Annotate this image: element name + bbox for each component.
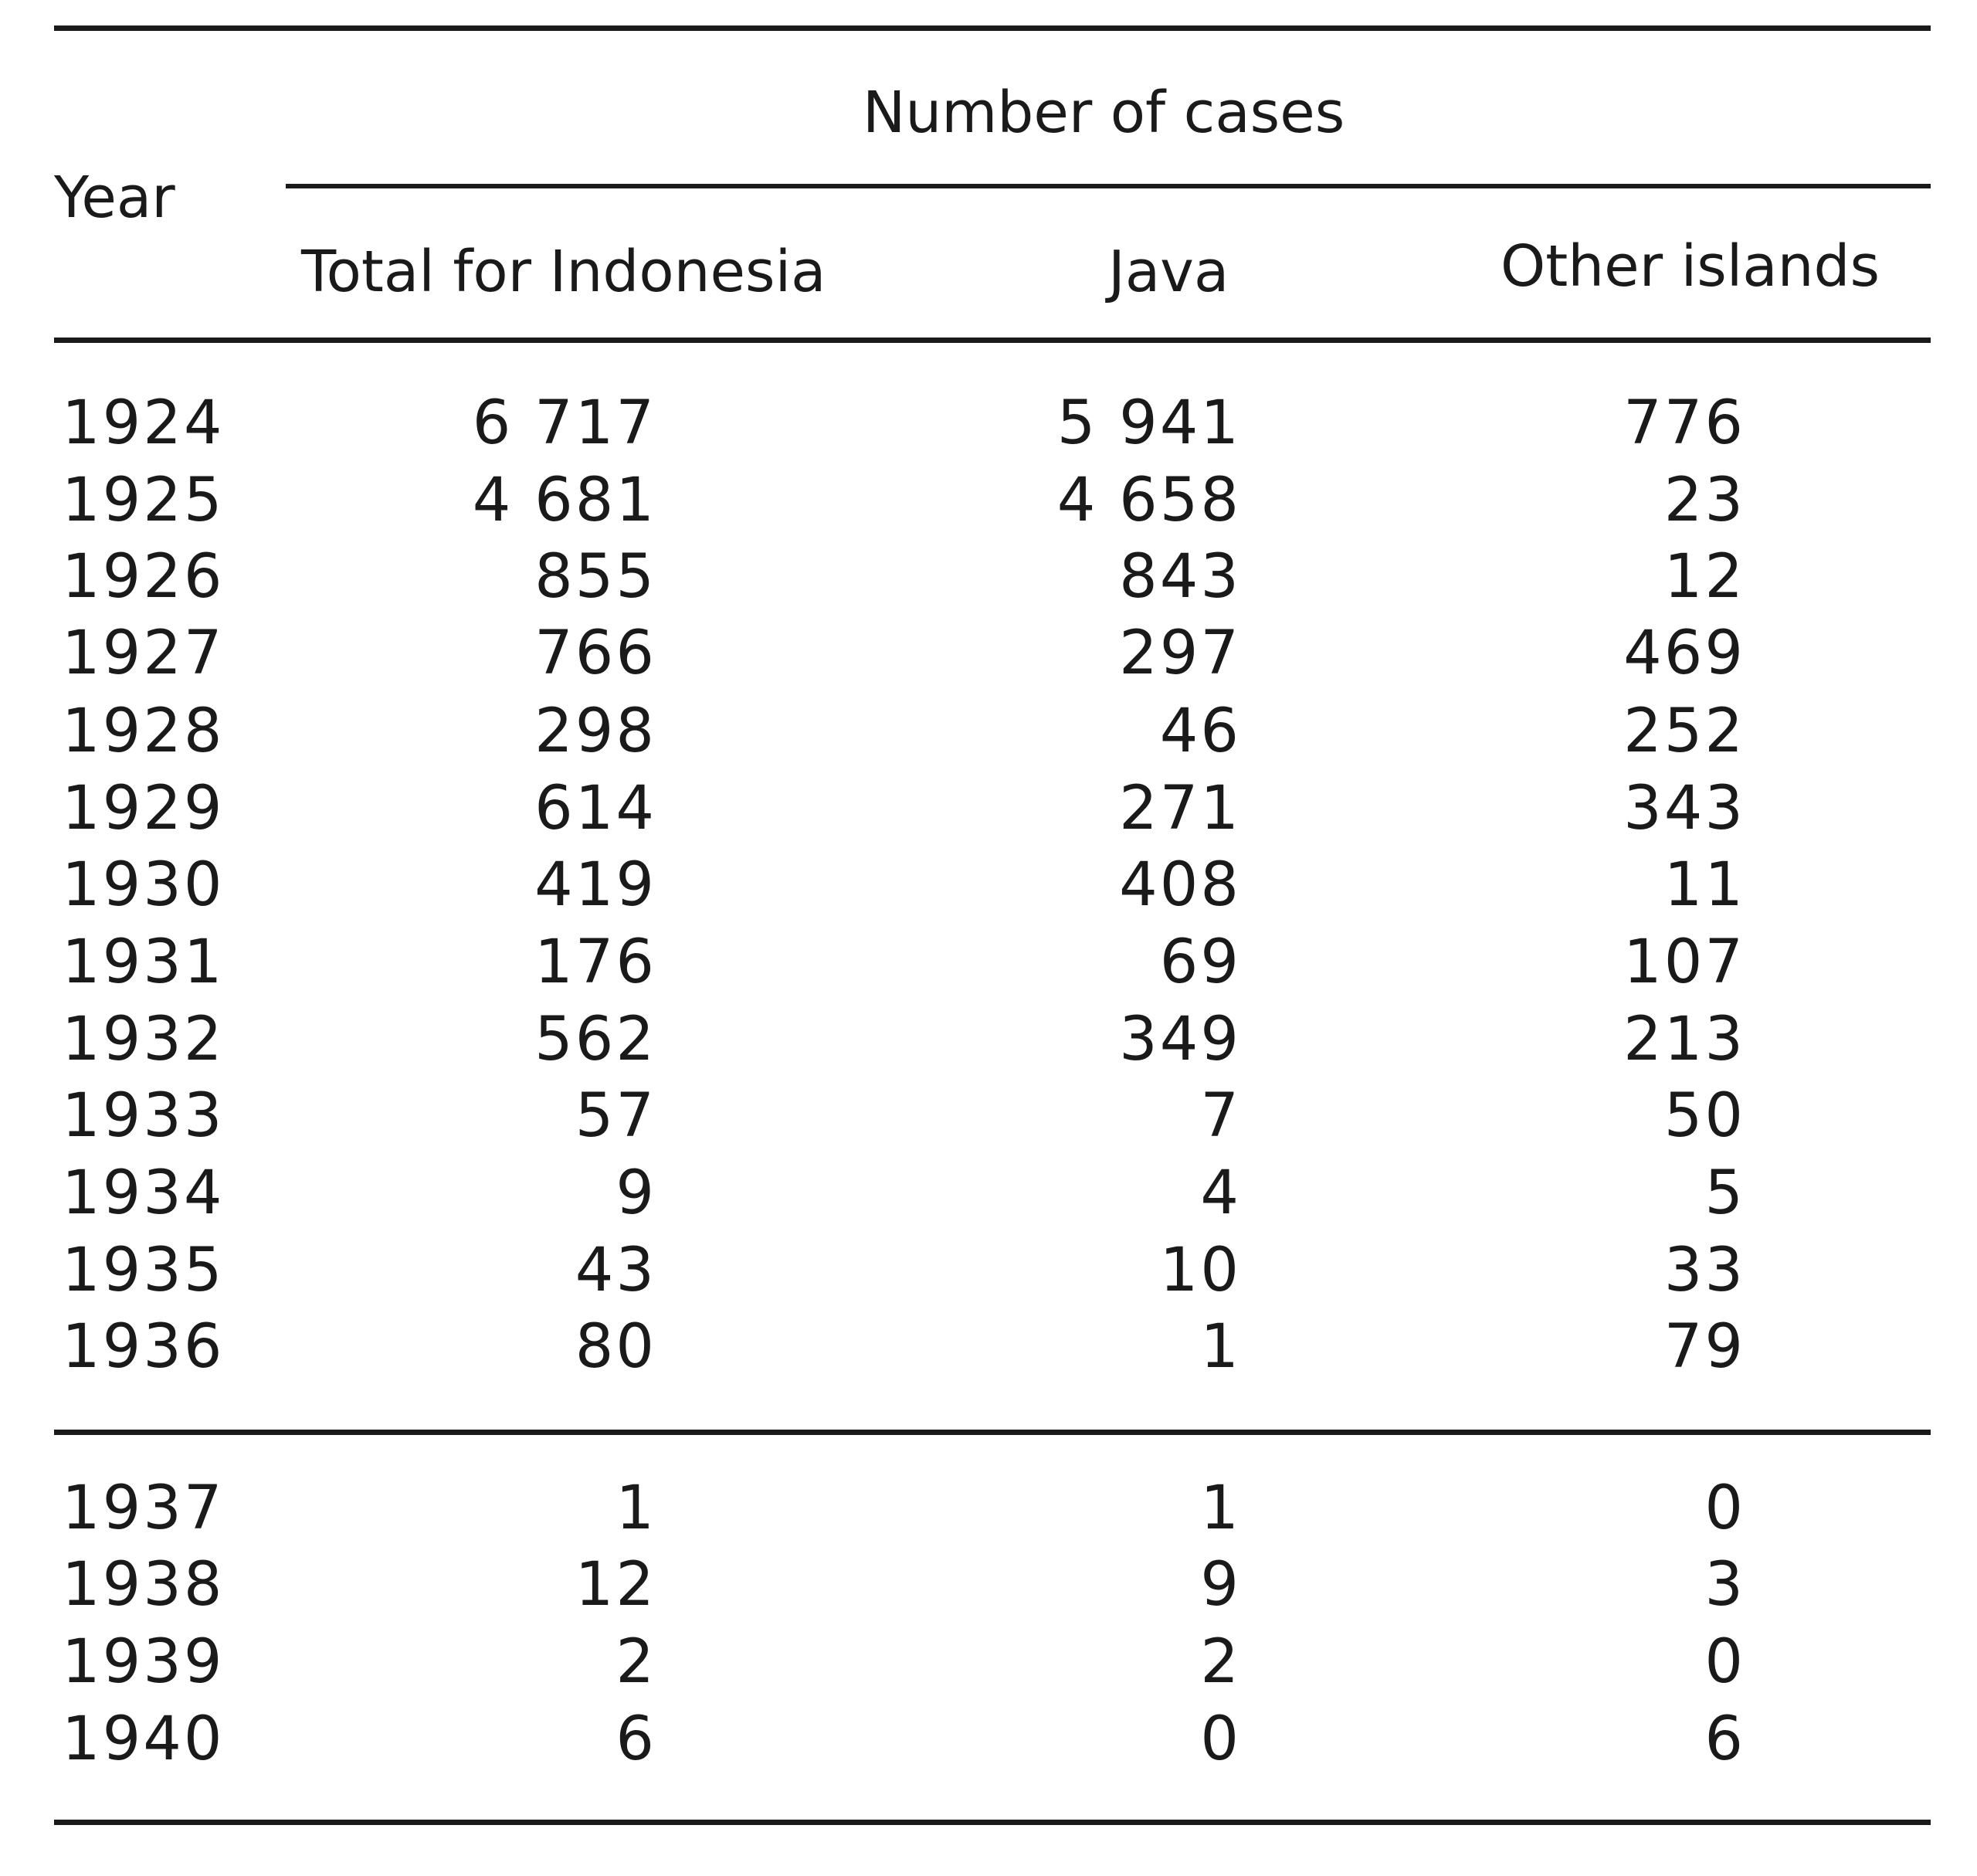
- table-row: [0, 1470, 1977, 1547]
- bottom-rule: [54, 1820, 1931, 1825]
- other-islands-cell: 3: [1704, 1550, 1745, 1620]
- total-cell: 298: [534, 697, 656, 766]
- table-row: [0, 615, 1977, 692]
- table-row: [0, 1077, 1977, 1155]
- year-cell: 1925: [62, 466, 225, 535]
- table-row: [0, 846, 1977, 924]
- java-cell: 297: [1119, 619, 1241, 688]
- year-cell: 1932: [62, 1005, 225, 1074]
- total-cell: 1: [615, 1474, 656, 1543]
- java-cell: 2: [1200, 1627, 1241, 1697]
- total-cell: 12: [575, 1550, 656, 1620]
- year-cell: 1940: [62, 1705, 225, 1774]
- java-cell: 69: [1159, 928, 1241, 997]
- java-column-header: Java: [1108, 239, 1229, 305]
- other-islands-cell: 11: [1663, 850, 1745, 920]
- table-row: [0, 1701, 1977, 1778]
- group-header-rule: [286, 184, 1931, 188]
- table-row: [0, 1546, 1977, 1623]
- java-cell: 10: [1159, 1236, 1241, 1305]
- other-islands-cell: 213: [1623, 1005, 1745, 1074]
- total-cell: 80: [575, 1312, 656, 1382]
- table-row: [0, 693, 1977, 770]
- year-cell: 1930: [62, 850, 225, 920]
- java-cell: 1: [1200, 1312, 1241, 1382]
- total-cell: 614: [534, 774, 656, 843]
- other-islands-cell: 79: [1663, 1312, 1745, 1382]
- table-row: [0, 1001, 1977, 1078]
- java-cell: 408: [1119, 850, 1241, 920]
- table-row: [0, 385, 1977, 462]
- year-cell: 1927: [62, 619, 225, 688]
- total-cell: 9: [615, 1159, 656, 1228]
- period-separator-rule: [54, 1430, 1931, 1435]
- year-cell: 1928: [62, 697, 225, 766]
- top-rule: [54, 25, 1931, 31]
- total-cell: 6 717: [472, 388, 656, 458]
- other-islands-cell: 107: [1623, 928, 1745, 997]
- year-cell: 1934: [62, 1159, 225, 1228]
- year-cell: 1935: [62, 1236, 225, 1305]
- table-row: [0, 924, 1977, 1001]
- year-cell: 1926: [62, 542, 225, 612]
- java-cell: 1: [1200, 1474, 1241, 1543]
- year-cell: 1939: [62, 1627, 225, 1697]
- java-cell: 4 658: [1056, 466, 1241, 535]
- other-islands-cell: 33: [1663, 1236, 1745, 1305]
- total-indonesia-column-header: Total for Indonesia: [301, 239, 826, 305]
- total-cell: 4 681: [472, 466, 656, 535]
- total-cell: 6: [615, 1705, 656, 1774]
- total-cell: 2: [615, 1627, 656, 1697]
- java-cell: 0: [1200, 1705, 1241, 1774]
- total-cell: 419: [534, 850, 656, 920]
- table-row: [0, 538, 1977, 616]
- other-islands-cell: 776: [1623, 388, 1745, 458]
- table-row: [0, 1232, 1977, 1309]
- other-islands-cell: 50: [1663, 1081, 1745, 1151]
- java-cell: 5 941: [1056, 388, 1241, 458]
- table-row: [0, 1308, 1977, 1386]
- java-cell: 7: [1200, 1081, 1241, 1151]
- other-islands-cell: 252: [1623, 697, 1745, 766]
- year-cell: 1931: [62, 928, 225, 997]
- table-row: [0, 1623, 1977, 1701]
- other-islands-cell: 0: [1704, 1474, 1745, 1543]
- other-islands-cell: 343: [1623, 774, 1745, 843]
- total-cell: 562: [534, 1005, 656, 1074]
- table-row: [0, 770, 1977, 847]
- java-cell: 46: [1159, 697, 1241, 766]
- java-cell: 271: [1119, 774, 1241, 843]
- total-cell: 43: [575, 1236, 656, 1305]
- year-cell: 1937: [62, 1474, 225, 1543]
- java-cell: 9: [1200, 1550, 1241, 1620]
- other-islands-cell: 12: [1663, 542, 1745, 612]
- other-islands-column-header: Other islands: [1501, 233, 1880, 300]
- year-cell: 1936: [62, 1312, 225, 1382]
- table-row: [0, 462, 1977, 539]
- header-rule: [54, 338, 1931, 343]
- total-cell: 176: [534, 928, 656, 997]
- other-islands-cell: 5: [1704, 1159, 1745, 1228]
- java-cell: 349: [1119, 1005, 1241, 1074]
- table-row: [0, 1155, 1977, 1232]
- other-islands-cell: 0: [1704, 1627, 1745, 1697]
- java-cell: 843: [1119, 542, 1241, 612]
- year-column-header: Year: [54, 165, 175, 231]
- other-islands-cell: 23: [1663, 466, 1745, 535]
- year-cell: 1929: [62, 774, 225, 843]
- year-cell: 1938: [62, 1550, 225, 1620]
- other-islands-cell: 6: [1704, 1705, 1745, 1774]
- total-cell: 57: [575, 1081, 656, 1151]
- other-islands-cell: 469: [1623, 619, 1745, 688]
- year-cell: 1933: [62, 1081, 225, 1151]
- java-cell: 4: [1200, 1159, 1241, 1228]
- total-cell: 855: [534, 542, 656, 612]
- number-of-cases-header: Number of cases: [863, 80, 1345, 146]
- total-cell: 766: [534, 619, 656, 688]
- year-cell: 1924: [62, 388, 225, 458]
